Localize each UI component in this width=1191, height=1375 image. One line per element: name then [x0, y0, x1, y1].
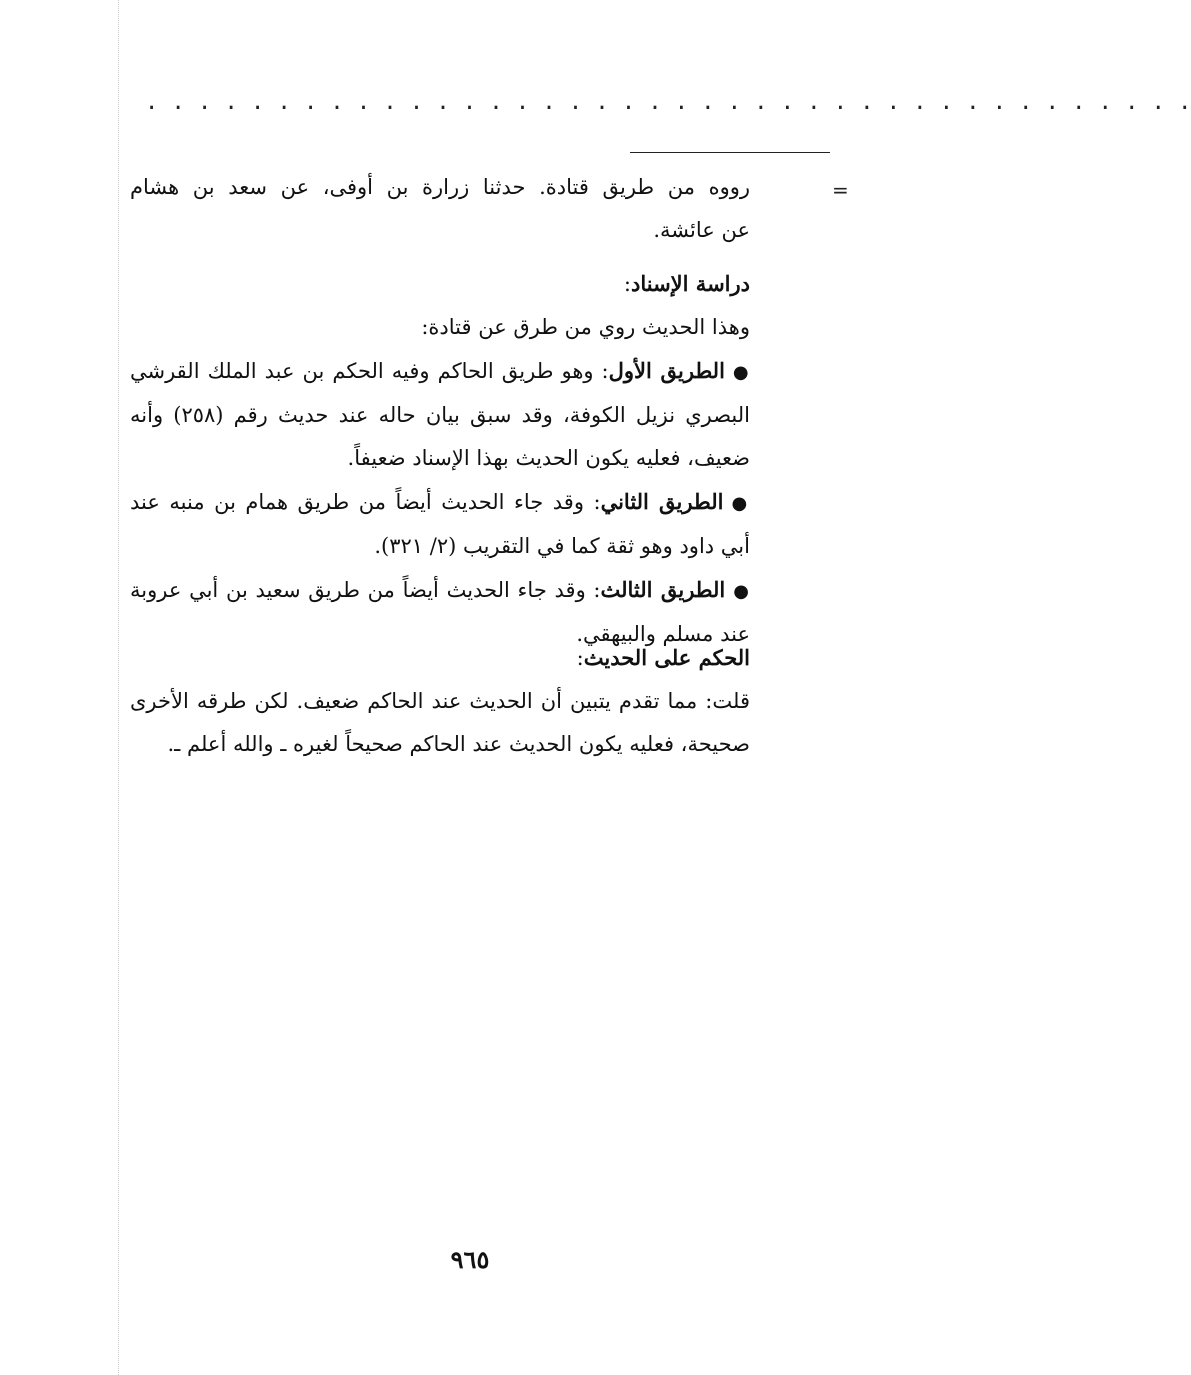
page-edge-line	[118, 0, 119, 1375]
path-2-text-1: : وقد جاء الحديث أيضاً من طريق همام بن منبه عند	[130, 490, 601, 514]
path-3-text-1: : وقد جاء الحديث أيضاً من طريق سعيد بن أبي عروبة	[130, 578, 601, 602]
path-1-line-3: ضعيف، فعليه يكون الحديث بهذا الإسناد ضعيفاً.	[347, 446, 750, 470]
path-3-line-2: عند مسلم والبيهقي.	[576, 622, 750, 646]
ruling-section	[130, 636, 750, 766]
path-1-label: الطريق الأول	[608, 358, 725, 383]
header-dotted-rule: · · · · · · · · · · · · · · · · · · · · · · · · · · · · · · · · · · · · · · · ·	[145, 96, 1191, 121]
path-2-line-1	[130, 480, 750, 525]
footnote-paragraph	[130, 166, 750, 252]
path-1-line-2: البصري نزيل الكوفة، وقد سبق بيان حاله عند حديث رقم (٢٥٨) وأنه	[130, 403, 750, 427]
isnad-study-heading-colon: :	[623, 272, 631, 296]
page-number: ٩٦٥	[450, 1245, 490, 1274]
isnad-study-heading-text: دراسة الإسناد	[631, 271, 750, 296]
bullet-icon: ●	[732, 362, 750, 383]
footnote-separator-rule	[630, 152, 830, 153]
path-3-line-1	[130, 568, 750, 613]
ruling-heading-text: الحكم على الحديث	[583, 645, 750, 670]
ruling-heading-colon: :	[576, 646, 584, 670]
path-1-text-1: : وهو طريق الحاكم وفيه الحكم بن عبد الملك القرشي	[130, 359, 609, 383]
bullet-icon: ●	[733, 581, 750, 602]
continuation-mark: =	[832, 178, 849, 202]
bullet-icon: ●	[731, 493, 750, 514]
isnad-study-section	[130, 262, 750, 656]
ruling-line-2: صحيحة، فعليه يكون الحديث عند الحاكم صحيحاً لغيره ـ والله أعلم ـ.	[167, 732, 750, 756]
footnote-line-2: عن عائشة.	[653, 218, 750, 242]
isnad-study-intro: وهذا الحديث روي من طرق عن قتادة:	[421, 315, 750, 339]
ruling-heading	[130, 636, 750, 680]
footnote-line-1: رووه من طريق قتادة. حدثنا زرارة بن أوفى، عن سعد بن هشام	[130, 175, 750, 199]
path-2-label: الطريق الثاني	[600, 489, 724, 514]
path-3-label: الطريق الثالث	[600, 577, 726, 602]
ruling-line-1: قلت: مما تقدم يتبين أن الحديث عند الحاكم ضعيف. لكن طرقه الأخرى	[130, 689, 750, 713]
path-2-line-2: أبي داود وهو ثقة كما في التقريب (٢/ ٣٢١).	[374, 534, 750, 558]
isnad-study-heading	[130, 262, 750, 306]
path-1-line-1	[130, 349, 750, 394]
